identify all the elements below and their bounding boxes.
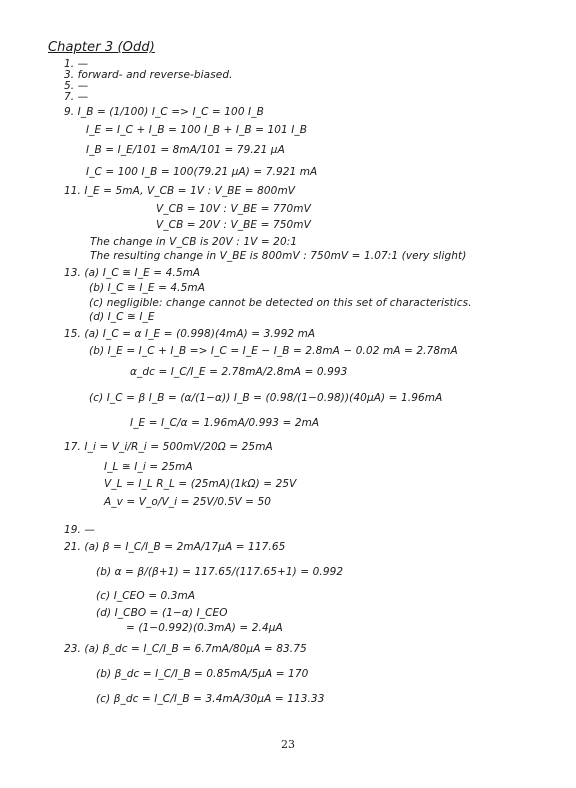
answer-line: (d) I_C ≅ I_E <box>89 311 155 323</box>
answer-line: (b) β_dc = I_C/I_B = 0.85mA/5μA = 170 <box>96 668 309 680</box>
answer-line: I_E = I_C/α = 1.96mA/0.993 = 2mA <box>130 417 320 429</box>
answer-line: The resulting change in V_BE is 800mV : 750mV = 1.07:1 (very slight) <box>90 250 467 262</box>
answer-line: V_CB = 20V : V_BE = 750mV <box>156 219 311 231</box>
answer-line: 5. — <box>64 80 89 92</box>
answer-line: (b) α = β/(β+1) = 117.65/(117.65+1) = 0.992 <box>96 566 344 578</box>
answer-line: 11. I_E = 5mA, V_CB = 1V : V_BE = 800mV <box>64 185 296 197</box>
answer-line: V_CB = 10V : V_BE = 770mV <box>156 203 311 215</box>
page-number: 23 <box>281 738 295 751</box>
answer-line: 13. (a) I_C ≅ I_E = 4.5mA <box>64 267 201 279</box>
answer-line: (c) I_C = β I_B = (α/(1−α)) I_B = (0.98/(1−0.98))(40μA) = 1.96mA <box>89 392 443 404</box>
answer-line: (c) I_CEO = 0.3mA <box>96 590 196 602</box>
answer-line: The change in V_CB is 20V : 1V = 20:1 <box>90 236 298 248</box>
answer-line: 15. (a) I_C = α I_E = (0.998)(4mA) = 3.992 mA <box>64 328 316 340</box>
answer-line: 7. — <box>64 91 89 103</box>
answer-line: 21. (a) β = I_C/I_B = 2mA/17μA = 117.65 <box>64 541 286 553</box>
answer-line: I_L ≅ I_i = 25mA <box>104 461 193 473</box>
answer-line: = (1−0.992)(0.3mA) = 2.4μA <box>126 622 283 634</box>
answer-line: (c) negligible: change cannot be detected on this set of characteristics. <box>89 297 472 309</box>
answer-line: (d) I_CBO = (1−α) I_CEO <box>96 607 228 619</box>
answer-line: I_B = I_E/101 = 8mA/101 = 79.21 μA <box>86 144 285 156</box>
answer-line: (b) I_E = I_C + I_B => I_C = I_E − I_B = 2.8mA − 0.02 mA = 2.78mA <box>89 345 458 357</box>
answer-line: A_v = V_o/V_i = 25V/0.5V = 50 <box>104 496 272 508</box>
answer-line: (c) β_dc = I_C/I_B = 3.4mA/30μA = 113.33 <box>96 693 325 705</box>
answer-line: V_L = I_L R_L = (25mA)(1kΩ) = 25V <box>104 478 297 490</box>
answer-line: 3. forward- and reverse-biased. <box>64 69 233 81</box>
answer-line: 19. — <box>64 524 96 536</box>
answer-line: 23. (a) β_dc = I_C/I_B = 6.7mA/80μA = 83.75 <box>64 643 307 655</box>
answer-line: 9. I_B = (1/100) I_C => I_C = 100 I_B <box>64 106 264 118</box>
chapter-title: Chapter 3 (Odd) <box>48 40 155 55</box>
answer-line: I_C = 100 I_B = 100(79.21 μA) = 7.921 mA <box>86 166 318 178</box>
answer-line: 17. I_i = V_i/R_i = 500mV/20Ω = 25mA <box>64 441 273 453</box>
answer-line: 1. — <box>64 58 89 70</box>
answer-line: α_dc = I_C/I_E = 2.78mA/2.8mA = 0.993 <box>130 366 348 378</box>
answer-line: I_E = I_C + I_B = 100 I_B + I_B = 101 I_B <box>86 124 308 136</box>
answer-line: (b) I_C ≅ I_E = 4.5mA <box>89 282 206 294</box>
